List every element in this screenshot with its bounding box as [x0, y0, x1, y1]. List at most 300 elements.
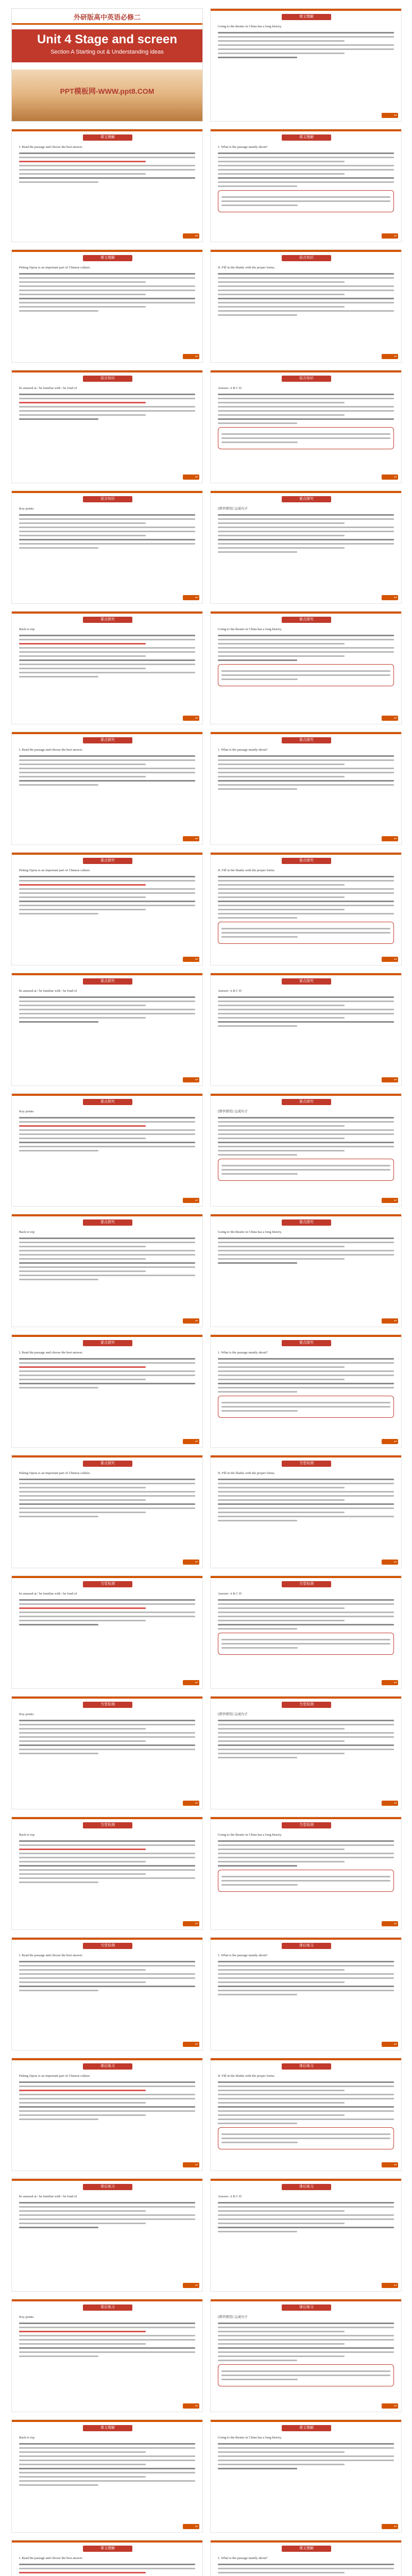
text-line [218, 1387, 394, 1388]
slide-body [218, 2074, 394, 2163]
slide-body [19, 386, 195, 476]
text-line [218, 1961, 394, 1962]
slide-section-badge: 当堂检测 [83, 1702, 132, 1708]
text-line [218, 551, 297, 553]
text-line [218, 539, 394, 540]
text-line [19, 1487, 146, 1488]
text-line [221, 437, 390, 439]
text-line [218, 2206, 394, 2208]
slide-text: Peking Opera is an important part of Chinese culture. [19, 266, 91, 269]
text-line [19, 772, 195, 773]
text-line [218, 2227, 394, 2228]
text-line [19, 518, 195, 520]
slide-body [19, 2315, 195, 2404]
text-line [218, 1849, 345, 1850]
text-line [218, 1138, 345, 1139]
text-line [218, 1744, 394, 1746]
return-icon: ↩ [394, 1078, 397, 1082]
text-line [218, 1861, 345, 1862]
slide-38 [210, 2178, 402, 2292]
slide-top-bar [211, 250, 401, 252]
text-line [19, 1021, 98, 1023]
slide-section-badge: 课文理解 [83, 2546, 132, 2552]
text-line [218, 1736, 394, 1738]
text-line [218, 1990, 394, 1991]
text-line [218, 2223, 345, 2224]
text-line [19, 2468, 195, 2469]
slide-11 [11, 611, 203, 724]
slide-top-bar [211, 1576, 401, 1578]
slide-body [218, 506, 394, 596]
slide-28 [210, 1575, 402, 1689]
slide-section-badge: 课文理解 [282, 2425, 331, 2431]
text-line [218, 643, 345, 645]
slide-16 [210, 852, 402, 965]
slide-top-bar [211, 732, 401, 734]
text-line [218, 1125, 345, 1127]
slide-top-bar [12, 973, 202, 975]
return-icon: ↩ [195, 1078, 198, 1082]
return-icon: ↩ [195, 354, 198, 359]
text-line [19, 1977, 195, 1979]
text-line [218, 888, 394, 890]
return-icon: ↩ [394, 2524, 397, 2529]
slide-text: II. Fill in the blanks with the proper forms. [218, 869, 276, 872]
slide-body [218, 1591, 394, 1681]
return-icon: ↩ [195, 1801, 198, 1805]
slide-body [19, 265, 195, 355]
text-line [218, 402, 345, 403]
slide-section-badge: 课后练习 [282, 1943, 331, 1949]
return-icon: ↩ [195, 1439, 198, 1444]
text-line [19, 2347, 195, 2349]
slide-text: Key points [19, 507, 34, 511]
text-line [218, 1612, 394, 1613]
text-line [19, 306, 146, 308]
slide-text: Going to the theatre in China has a long history. [218, 25, 282, 28]
text-line [218, 1503, 394, 1505]
return-icon: ↩ [195, 2404, 198, 2408]
return-icon: ↩ [195, 957, 198, 961]
slide-section-badge: 要点探究 [83, 1099, 132, 1105]
text-line [218, 1358, 394, 1360]
callout-box [218, 190, 394, 212]
text-line [218, 2564, 394, 2565]
return-icon: ↩ [195, 1560, 198, 1564]
slide-section-badge: 要点探究 [282, 617, 331, 623]
slide-32 [210, 1817, 402, 1930]
text-line [218, 2106, 394, 2108]
text-line [218, 290, 394, 291]
slide-section-badge: 课文理解 [282, 14, 331, 20]
text-line [218, 1238, 394, 1239]
text-line [19, 1362, 195, 1364]
slide-text: Key points [19, 1713, 34, 1716]
slide-body [19, 2074, 195, 2163]
text-line [19, 1507, 195, 1509]
slide-text: 1. What is the passage mainly about? [218, 2556, 268, 2560]
text-line [19, 1624, 98, 1625]
text-line [218, 1013, 394, 1014]
text-line [221, 1165, 390, 1166]
slide-text: I. Read the passage and choose the best answer. [19, 748, 83, 752]
return-icon: ↩ [394, 234, 397, 238]
text-line [19, 1512, 146, 1513]
slide-body [218, 1230, 394, 1319]
text-line [218, 1375, 394, 1376]
text-line [19, 639, 195, 640]
slide-text: I. Read the passage and choose the best answer. [19, 1351, 83, 1354]
return-icon: ↩ [195, 716, 198, 720]
text-line [19, 402, 146, 403]
text-line [218, 2447, 394, 2449]
text-line [218, 1853, 394, 1854]
slide-36 [210, 2058, 402, 2171]
slide-top-bar [12, 129, 202, 131]
text-line [19, 1736, 195, 1738]
slide-text: I. Read the passage and choose the best answer. [19, 145, 83, 149]
callout-box [218, 1396, 394, 1418]
slide-section-badge: 课后练习 [83, 2304, 132, 2311]
slide-top-bar [12, 732, 202, 734]
text-line [19, 913, 98, 914]
return-icon: ↩ [394, 716, 397, 720]
text-line [19, 2460, 195, 2461]
slide-text: Going to the theatre in China has a long history. [218, 2436, 282, 2439]
text-line [218, 2094, 394, 2095]
text-line [218, 1840, 394, 1842]
slide-12 [210, 611, 402, 724]
text-line [19, 1516, 98, 1517]
slide-text: be amazed at / be familiar with / be fond of [19, 1592, 77, 1596]
slide-top-bar [12, 2299, 202, 2301]
slide-body [218, 145, 394, 234]
text-line [19, 1861, 146, 1862]
text-line [218, 1242, 394, 1243]
text-line [218, 527, 394, 528]
text-line [218, 36, 394, 38]
text-line [218, 1362, 394, 1364]
slide-body [218, 748, 394, 837]
slide-text: 1. What is the passage mainly about? [218, 1351, 268, 1354]
text-line [19, 394, 195, 395]
slide-top-bar [12, 1214, 202, 1216]
text-line [218, 1009, 394, 1010]
text-line [19, 535, 146, 536]
text-line [19, 1279, 98, 1280]
text-line [19, 2323, 195, 2324]
slide-text: [即学即用] 完成句子 [218, 1713, 248, 1716]
text-line [218, 2443, 394, 2445]
slide-body [218, 2556, 394, 2576]
slide-section-badge: 要点探究 [83, 1461, 132, 1467]
slide-44 [210, 2540, 402, 2576]
callout-box [218, 1159, 394, 1181]
return-icon: ↩ [195, 475, 198, 479]
slide-top-bar [211, 1455, 401, 1458]
slide-body [218, 265, 394, 355]
slide-section-badge: 语言知识 [282, 376, 331, 382]
slide-body [218, 1471, 394, 1561]
text-line [19, 776, 146, 777]
text-line [218, 394, 394, 395]
text-line [218, 2110, 394, 2112]
text-line [218, 1146, 394, 1147]
text-line [19, 755, 195, 757]
text-line [218, 2090, 345, 2091]
text-line [218, 1479, 394, 1480]
text-line [19, 1358, 195, 1360]
text-line [218, 32, 394, 33]
text-line [19, 2206, 195, 2208]
text-line [19, 2568, 195, 2569]
text-line [19, 1250, 195, 1251]
text-line [218, 788, 297, 790]
text-line [19, 1146, 195, 1147]
slide-section-badge: 课文理解 [83, 2425, 132, 2431]
slide-top-bar [211, 2179, 401, 2181]
text-line [19, 1495, 195, 1497]
text-line [19, 1969, 146, 1971]
text-line [19, 1383, 195, 1384]
slide-body [19, 627, 195, 717]
text-line [19, 896, 146, 898]
slide-section-badge: 课后练习 [282, 2304, 331, 2311]
text-line [218, 2339, 394, 2341]
text-line [19, 1479, 195, 1480]
slide-24 [210, 1334, 402, 1448]
text-line [218, 1246, 345, 1247]
slide-top-bar [12, 853, 202, 855]
slide-body [19, 1953, 195, 2043]
text-line [19, 2455, 195, 2457]
slide-top-bar [211, 2420, 401, 2422]
text-line [218, 2086, 394, 2087]
return-icon: ↩ [195, 1922, 198, 1926]
text-line [19, 2484, 98, 2486]
text-line [19, 1732, 195, 1734]
text-line [218, 40, 345, 42]
slide-top-bar [12, 1094, 202, 1096]
slide-text: Key points [19, 2315, 34, 2319]
slide-25 [11, 1455, 203, 1568]
text-line [19, 2098, 195, 2099]
text-line [19, 1150, 98, 1151]
slide-top-bar [211, 612, 401, 614]
slide-5 [11, 249, 203, 363]
text-line [19, 2451, 146, 2453]
text-line [19, 2447, 195, 2449]
slide-section-badge: 课文理解 [83, 255, 132, 261]
slide-top-bar [211, 2540, 401, 2543]
text-line [19, 905, 195, 906]
text-line [19, 406, 195, 408]
slide-body [218, 1953, 394, 2043]
text-line [221, 2133, 390, 2135]
text-line [19, 1246, 146, 1247]
text-line [19, 909, 146, 910]
text-line [19, 1366, 146, 1368]
text-line [19, 273, 195, 275]
text-line [218, 2202, 394, 2204]
text-line [19, 169, 195, 171]
return-icon: ↩ [195, 837, 198, 841]
text-line [19, 1853, 195, 1854]
text-line [19, 1724, 195, 1725]
text-line [221, 2375, 390, 2376]
slide-section-badge: 当堂检测 [282, 1461, 331, 1467]
text-line [218, 2218, 394, 2220]
text-line [19, 1744, 195, 1746]
text-line [218, 2451, 345, 2453]
text-line [19, 2114, 146, 2116]
text-line [218, 2347, 394, 2349]
slide-text: Answer: A B C D [218, 989, 242, 993]
text-line [218, 776, 345, 777]
text-line [19, 2476, 146, 2478]
text-line [218, 185, 297, 187]
text-line [19, 177, 195, 179]
slide-body [218, 2315, 394, 2404]
text-line [218, 152, 394, 154]
slide-section-badge: 课后练习 [83, 2063, 132, 2070]
text-line [218, 169, 394, 171]
text-line [218, 2102, 345, 2104]
text-line [19, 2464, 146, 2465]
text-line [19, 2327, 195, 2328]
slide-body [19, 506, 195, 596]
text-line [19, 298, 195, 299]
text-line [19, 2119, 98, 2120]
text-line [19, 1013, 195, 1014]
slide-top-bar [12, 250, 202, 252]
text-line [218, 1620, 345, 1621]
text-line [218, 647, 394, 649]
text-line [218, 1262, 297, 1264]
text-line [19, 294, 146, 295]
text-line [218, 917, 297, 919]
text-line [218, 410, 394, 412]
text-line [218, 53, 345, 54]
text-line [221, 670, 390, 672]
text-line [19, 2214, 195, 2216]
slide-section-badge: 当堂检测 [282, 1822, 331, 1828]
text-line [221, 2138, 390, 2139]
callout-box [218, 427, 394, 449]
text-line [19, 880, 195, 882]
return-icon: ↩ [394, 957, 397, 961]
text-line [19, 2339, 195, 2341]
slide-37 [11, 2178, 203, 2292]
text-line [19, 1749, 195, 1750]
text-line [19, 1753, 98, 1754]
slide-top-bar [12, 2058, 202, 2060]
text-line [218, 418, 394, 420]
slide-42 [210, 2419, 402, 2533]
text-line [19, 1882, 98, 1883]
slide-34 [210, 1937, 402, 2050]
slide-section-badge: 要点探究 [83, 858, 132, 864]
text-line [19, 1379, 146, 1380]
text-line [218, 1379, 345, 1380]
slide-body [19, 1833, 195, 1922]
return-icon: ↩ [394, 1560, 397, 1564]
slide-text: [即学即用] 完成句子 [218, 1110, 248, 1113]
text-line [19, 1375, 195, 1376]
text-line [221, 196, 390, 198]
text-line [218, 2231, 297, 2232]
text-line [218, 277, 394, 279]
slide-body [19, 1109, 195, 1199]
return-icon: ↩ [195, 2042, 198, 2046]
slide-4 [210, 129, 402, 242]
slide-section-badge: 课后练习 [282, 2063, 331, 2070]
text-line [218, 2468, 297, 2469]
text-line [218, 1516, 394, 1517]
text-line [19, 410, 195, 412]
text-line [218, 2098, 394, 2099]
text-line [19, 1483, 195, 1484]
text-line [218, 294, 345, 295]
text-line [218, 2331, 345, 2332]
slide-section-badge: 课文理解 [282, 2546, 331, 2552]
slide-top-bar [211, 1697, 401, 1699]
slide-text: I. Read the passage and choose the best answer. [19, 1954, 83, 1957]
text-line [19, 2106, 195, 2108]
text-line [19, 768, 195, 769]
text-line [19, 1607, 146, 1609]
text-line [218, 2360, 297, 2361]
text-line [218, 1133, 394, 1135]
slide-top-bar [12, 2420, 202, 2422]
slide-section-badge: 当堂检测 [83, 1943, 132, 1949]
text-line [19, 277, 195, 279]
text-line [19, 414, 146, 416]
slide-text: 1. What is the passage mainly about? [218, 1954, 268, 1957]
text-line [221, 2370, 390, 2372]
text-line [218, 1599, 394, 1601]
text-line [218, 1981, 345, 1983]
cover-header-bar [12, 9, 202, 25]
text-line [218, 1965, 394, 1967]
slide-35 [11, 2058, 203, 2171]
text-line [221, 442, 298, 443]
text-line [19, 1599, 195, 1601]
text-line [218, 784, 394, 786]
slide-29 [11, 1696, 203, 1809]
slide-text: be amazed at / be familiar with / be fond of [19, 386, 77, 390]
return-icon: ↩ [195, 2524, 198, 2529]
slide-section-badge: 要点探究 [282, 496, 331, 502]
text-line [218, 281, 345, 283]
text-line [218, 2343, 345, 2345]
slide-top-bar [12, 612, 202, 614]
text-line [218, 547, 345, 549]
return-icon: ↩ [394, 2163, 397, 2167]
text-line [19, 1238, 195, 1239]
text-line [218, 1391, 297, 1393]
slide-text: Back to top [19, 1833, 35, 1837]
slide-19 [11, 1093, 203, 1207]
return-icon: ↩ [195, 1681, 198, 1685]
slide-10 [210, 490, 402, 604]
text-line [218, 1001, 394, 1002]
text-line [218, 1005, 345, 1006]
slide-body [218, 2194, 394, 2284]
slide-section-badge: 要点探究 [83, 617, 132, 623]
text-line [218, 1021, 394, 1023]
text-line [218, 1969, 345, 1971]
